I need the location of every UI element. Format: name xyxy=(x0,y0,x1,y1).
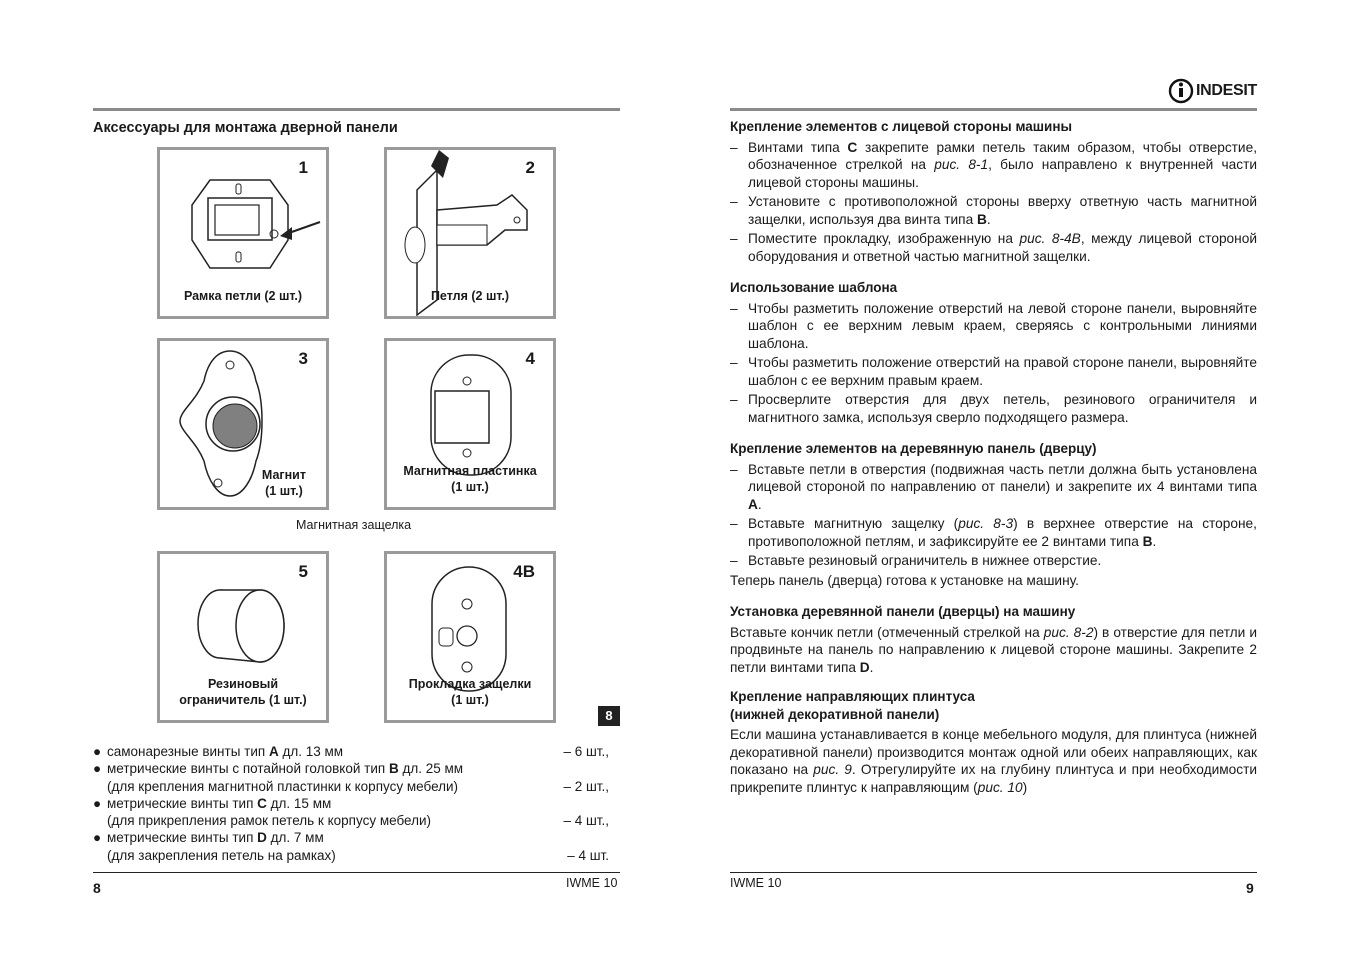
text: B xyxy=(1142,533,1153,549)
instruction-list xyxy=(730,300,1257,427)
list-item: – Просверлите отверстия для двух петель, резинового ограничителя и магнитного замка, используя сверло подходящего размера. xyxy=(730,391,1257,426)
figure-latch-gasket xyxy=(384,551,556,723)
item-text: дл. 13 мм xyxy=(278,744,344,759)
section-heading: Крепление элементов с лицевой стороны машины xyxy=(730,119,1073,134)
text: ) в отверстие для петли и продвиньте на панель по направлению к лицевой стороне машины. Закрепите 2 петли винтами типа xyxy=(730,624,1257,675)
list-item: ● метрические винты тип C дл. 15 мм xyxy=(93,795,332,811)
quantity: – 4 шт. xyxy=(567,847,609,863)
figure-caption xyxy=(387,676,553,708)
text: закрепите рамки петель таким образом, чтобы отверстие, обозначенное стрелкой на xyxy=(748,139,1257,172)
item-text: дл. 15 мм xyxy=(266,795,332,811)
section-heading: Использование шаблона xyxy=(730,280,898,295)
caption-line: Магнитная пластинка xyxy=(403,464,537,478)
figure-number: 1 xyxy=(298,158,308,177)
text: D xyxy=(859,659,870,675)
list-item xyxy=(730,461,1257,514)
figure-ref: рис. 8-4B xyxy=(1019,231,1081,246)
left-page-number: 8 xyxy=(93,880,101,896)
left-model: IWME 10 xyxy=(566,876,618,890)
text: . xyxy=(757,496,762,512)
screw-type: B xyxy=(388,761,399,777)
item-text: (для прикрепления рамок петель к корпусу мебели) xyxy=(107,813,432,829)
figure-ref: рис. 9 xyxy=(813,762,852,777)
text: . Отрегулируйте их на глубину плинтуса и при необходимости прикрепите плинтус к направляющим ( xyxy=(730,762,1257,795)
left-top-rule xyxy=(93,108,620,111)
paragraph: Теперь панель (дверца) готова к установке на машину. xyxy=(730,572,1079,588)
right-footer-rule xyxy=(730,872,1257,873)
right-top-rule xyxy=(730,108,1257,111)
figure-number: 3 xyxy=(298,349,308,368)
figure-ref: рис. 8-1 xyxy=(934,157,989,172)
brand-logo xyxy=(1168,78,1257,104)
latch-caption: Магнитная защелка xyxy=(296,518,412,532)
quantity: – 2 шт., xyxy=(563,778,609,794)
text: Если машина устанавливается в конце мебельного модуля, для плинтуса (нижней декоративной панели) производится монтаж одной или обеих направляющих, как показано на xyxy=(730,727,1257,777)
item-text: самонарезные винты тип xyxy=(107,744,269,759)
text: ) в верхнее отверстие на стороне, противоположной петлям, и зафиксируйте ее 2 винтами типа xyxy=(748,516,1257,549)
figure-magnet xyxy=(157,338,329,510)
left-footer-rule xyxy=(93,872,620,873)
caption-line: (1 шт.) xyxy=(451,480,489,494)
right-content xyxy=(730,118,1257,796)
figure-hinge-frame xyxy=(157,147,329,319)
item-text: метрические винты тип xyxy=(107,795,258,811)
text: A xyxy=(748,496,758,512)
list-item xyxy=(93,812,613,829)
text: Поместите прокладку, изображенную на xyxy=(748,231,1020,246)
screw-type: A xyxy=(268,744,279,759)
figure-number: 5 xyxy=(298,562,308,581)
item-text: метрические винты с потайной головкой тип xyxy=(107,761,389,777)
item-text: (для закрепления петель на рамках) xyxy=(107,847,336,863)
caption-line: Резиновый xyxy=(207,677,279,691)
right-model: IWME 10 xyxy=(730,876,782,890)
caption-line: Магнит xyxy=(261,468,306,482)
list-item xyxy=(730,515,1257,550)
list-item: – Чтобы разметить положение отверстий на правой стороне панели, выровняйте шаблон с ее верхним правым краем. xyxy=(730,354,1257,389)
item-text: дл. 25 мм xyxy=(398,761,464,777)
left-section-title: Аксессуары для монтажа дверной панели xyxy=(93,120,398,136)
paragraph xyxy=(730,624,1257,677)
paragraph xyxy=(730,726,1257,796)
brand-logo-icon xyxy=(1168,78,1194,104)
list-item xyxy=(730,139,1257,192)
figure-number: 4B xyxy=(513,562,535,581)
item-text: (для крепления магнитной пластинки к корпусу мебели) xyxy=(107,778,459,794)
figure-number: 2 xyxy=(525,158,535,177)
text: Вставьте петли в отверстия (подвижная часть петли должна быть установлена лицевой стороной по направлению от панели) и закрепите их 4 винтами типа xyxy=(748,461,1257,494)
item-text: дл. 7 мм xyxy=(266,830,324,846)
caption-line: Прокладка защелки xyxy=(408,677,532,691)
item-text: метрические винты тип xyxy=(107,830,258,846)
text: . xyxy=(986,211,991,227)
figure-number: 4 xyxy=(525,349,535,368)
text: Вставьте магнитную защелку ( xyxy=(748,516,959,531)
figure-caption xyxy=(160,676,326,708)
figure-magnetic-plate xyxy=(384,338,556,510)
figure-caption xyxy=(387,463,553,495)
text: . xyxy=(869,659,874,675)
list-item: – Чтобы разметить положение отверстий на левой стороне панели, выровняйте шаблон с ее верхним левым краем, сверяясь с контрольными линиями шаблона. xyxy=(730,300,1257,353)
text: Установите с противоположной стороны вверху ответную часть магнитной защелки, используя два винта типа xyxy=(748,194,1257,227)
list-item: ● метрические винты с потайной головкой тип B дл. 25 мм xyxy=(93,761,464,777)
caption-line: (1 шт.) xyxy=(451,693,489,707)
list-item: – Вставьте резиновый ограничитель в нижнее отверстие. xyxy=(730,552,1257,570)
text: ) xyxy=(1022,779,1028,795)
list-item xyxy=(730,193,1257,228)
text: . xyxy=(1152,533,1157,549)
screw-type: D xyxy=(257,830,267,846)
section-heading: Крепление направляющих плинтуса xyxy=(730,689,975,704)
figure-ref: рис. 10 xyxy=(977,779,1023,795)
list-item xyxy=(93,847,613,864)
figure-rubber-stop xyxy=(157,551,329,723)
text: B xyxy=(977,211,987,227)
quantity: – 4 шт., xyxy=(563,813,609,829)
caption-line: ограничитель (1 шт.) xyxy=(179,693,307,707)
instruction-list xyxy=(730,461,1257,570)
figure-ref: рис. 8-3 xyxy=(958,516,1014,531)
screw-list xyxy=(93,743,613,864)
page-tab-badge: 8 xyxy=(598,706,620,726)
instruction-list xyxy=(730,139,1257,266)
section-heading: Крепление элементов на деревянную панель (дверцу) xyxy=(730,441,1097,456)
brand-name: INDESIT xyxy=(1196,82,1258,99)
text: Винтами типа xyxy=(748,139,848,155)
right-page-number: 9 xyxy=(1246,880,1254,896)
text: Вставьте кончик петли (отмеченный стрелкой на xyxy=(730,624,1044,640)
figure-caption: Петля (2 шт.) xyxy=(430,289,510,303)
screw-type: C xyxy=(257,795,267,811)
quantity: – 6 шт., xyxy=(563,744,609,759)
figure-ref: рис. 8-2 xyxy=(1043,624,1094,640)
list-item: ● метрические винты тип D дл. 7 мм xyxy=(93,830,324,846)
section-heading: (нижней декоративной панели) xyxy=(730,706,940,722)
text: C xyxy=(847,139,858,155)
section-heading: Установка деревянной панели (дверцы) на машину xyxy=(730,604,1076,619)
list-item: ● самонарезные винты тип A дл. 13 мм – 6 шт., xyxy=(93,744,609,759)
list-item xyxy=(730,230,1257,265)
caption-line: (1 шт.) xyxy=(265,484,303,498)
figure-caption: Рамка петли (2 шт.) xyxy=(183,289,303,303)
list-item xyxy=(93,778,613,795)
text: , между лицевой стороной оборудования и ответной частью магнитной защелки. xyxy=(748,231,1257,264)
text: , было направлено к внутренней части лицевой стороны машины. xyxy=(748,157,1257,190)
figure-hinge xyxy=(384,147,556,319)
figure-caption xyxy=(262,467,306,499)
